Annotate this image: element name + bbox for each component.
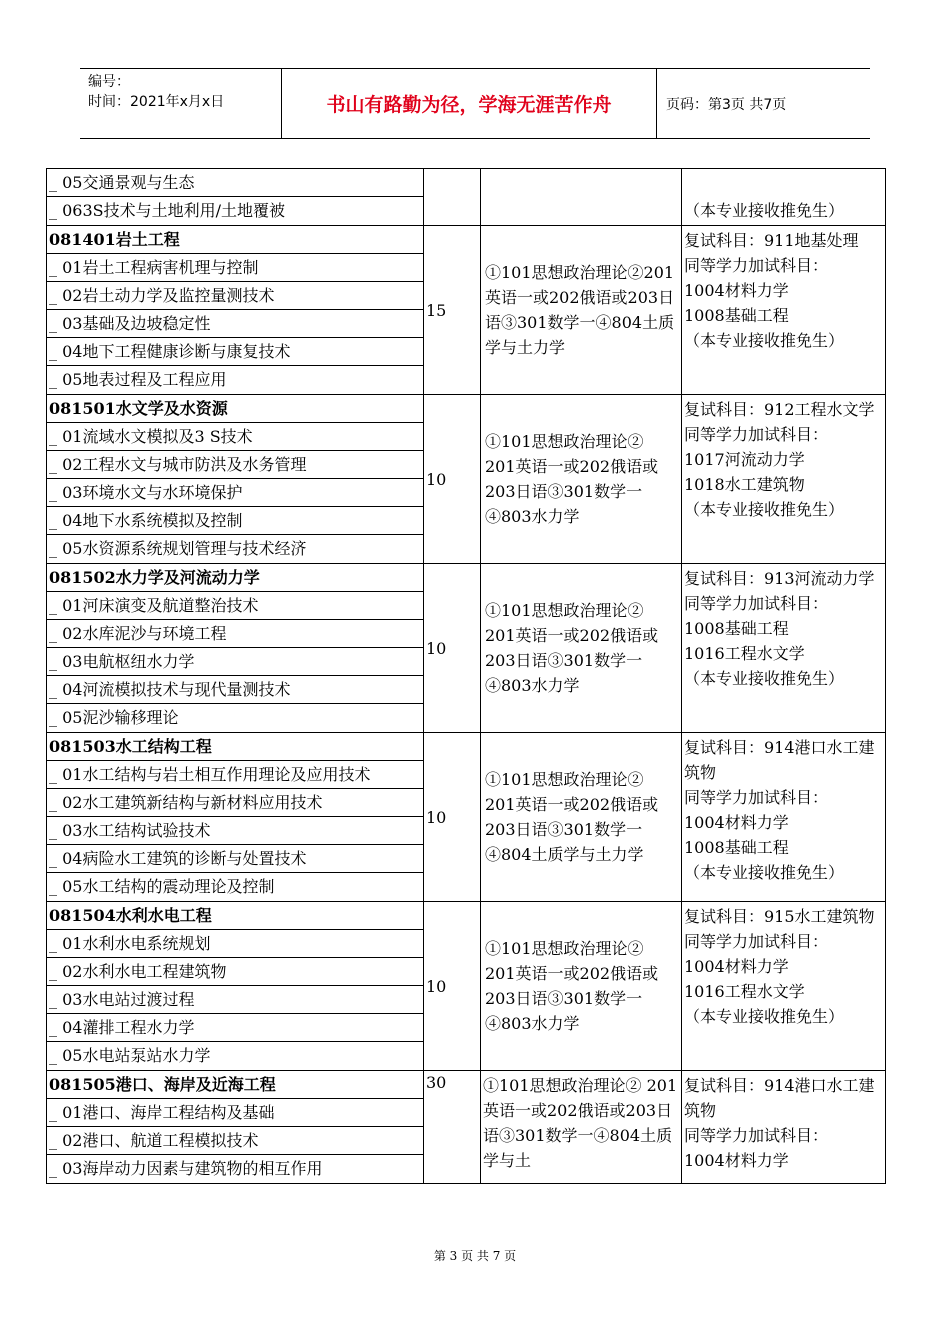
enrollment-count: 10 <box>424 902 481 1071</box>
program-row <box>47 564 886 733</box>
research-direction: _ 04地下工程健康诊断与康复技术 <box>47 338 423 366</box>
program-title: 081504水利水电工程 <box>47 902 423 930</box>
retest-cell <box>682 733 886 902</box>
program-title: 081505港口、海岸及近海工程 <box>47 1071 423 1099</box>
program-table <box>46 168 886 1184</box>
research-direction: _ 02水库泥沙与环境工程 <box>47 620 423 648</box>
research-direction: _ 02工程水文与城市防洪及水务管理 <box>47 451 423 479</box>
exam-subjects <box>483 195 679 199</box>
exam-cell <box>481 1071 682 1184</box>
exam-subjects: ①101思想政治理论② 201英语一或202俄语或203日语③301数学一④803水力学 <box>485 432 659 526</box>
research-direction: _ 03基础及边坡稳定性 <box>47 310 423 338</box>
time-label: 时间：2021年x月x日 <box>88 94 225 110</box>
header-meta <box>80 69 282 138</box>
program-cell <box>47 226 424 395</box>
exam-subjects: ①101思想政治理论②201英语一或202俄语或203日语③301数学一④804土质学与土力学 <box>485 263 675 357</box>
program-row <box>47 1071 886 1184</box>
research-direction: _ 01河床演变及航道整治技术 <box>47 592 423 620</box>
program-cell <box>47 169 424 226</box>
program-row <box>47 226 886 395</box>
research-direction: _ 04病险水工建筑的诊断与处置技术 <box>47 845 423 873</box>
program-cell <box>47 733 424 902</box>
enrollment-count: 15 <box>424 226 481 395</box>
retest-cell <box>682 395 886 564</box>
research-direction: _ 02港口、航道工程模拟技术 <box>47 1127 423 1155</box>
research-direction: _ 03水电站过渡过程 <box>47 986 423 1014</box>
enrollment-count: 10 <box>424 733 481 902</box>
program-row <box>47 169 886 226</box>
research-direction: _ 03水工结构试验技术 <box>47 817 423 845</box>
research-direction: _ 04地下水系统模拟及控制 <box>47 507 423 535</box>
exam-cell <box>481 564 682 733</box>
research-direction: _ 03电航枢纽水力学 <box>47 648 423 676</box>
research-direction: _ 01流域水文模拟及3 S技术 <box>47 423 423 451</box>
research-direction: _ 05地表过程及工程应用 <box>49 370 227 389</box>
research-direction: _ 05水资源系统规划管理与技术经济 <box>49 539 307 558</box>
retest-subjects: 复试科目：915水工建筑物 同等学力加试科目： 1004材料力学 1016工程水文学 （本专业接收推免生） <box>684 907 875 1026</box>
retest-cell <box>682 226 886 395</box>
retest-subjects: 复试科目：914港口水工建筑物 同等学力加试科目： 1004材料力学 <box>684 1076 875 1170</box>
research-direction: _ 02水利水电工程建筑物 <box>47 958 423 986</box>
research-direction: _ 04河流模拟技术与现代量测技术 <box>47 676 423 704</box>
research-direction: _ 04灌排工程水力学 <box>47 1014 423 1042</box>
enrollment-count: 10 <box>424 395 481 564</box>
exam-cell <box>481 169 682 226</box>
program-row <box>47 395 886 564</box>
research-direction: _ 05水工结构的震动理论及控制 <box>49 877 275 896</box>
research-direction: _ 02岩土动力学及监控量测技术 <box>47 282 423 310</box>
research-direction: _ 01港口、海岸工程结构及基础 <box>47 1099 423 1127</box>
program-cell <box>47 1071 424 1184</box>
retest-subjects: 复试科目：914港口水工建筑物 同等学力加试科目： 1004材料力学 1008基础工程 （本专业接收推免生） <box>684 738 875 882</box>
code-label: 编号： <box>88 74 130 90</box>
exam-subjects: ①101思想政治理论② 201英语一或202俄语或203日语③301数学一④804土质学与土 <box>483 1076 678 1170</box>
header-page-label: 页码：第3页 共7页 <box>666 96 787 113</box>
research-direction: _ 05水电站泵站水力学 <box>49 1046 211 1065</box>
enrollment-count: 10 <box>424 564 481 733</box>
program-title: 081501水文学及水资源 <box>47 395 423 423</box>
research-direction: _ 063S技术与土地利用/土地覆被 <box>49 201 285 220</box>
page-footer: 第 3 页 共 7 页 <box>433 1249 517 1263</box>
retest-subjects: 复试科目：913河流动力学 同等学力加试科目： 1008基础工程 1016工程水文学 （本专业接收推免生） <box>684 569 875 688</box>
research-direction: _ 02水工建筑新结构与新材料应用技术 <box>47 789 423 817</box>
program-title: 081401岩土工程 <box>47 226 423 254</box>
program-title: 081503水工结构工程 <box>47 733 423 761</box>
program-cell <box>47 395 424 564</box>
retest-cell <box>682 564 886 733</box>
research-direction: _ 05泥沙输移理论 <box>49 708 179 727</box>
research-direction: _ 01水工结构与岩土相互作用理论及应用技术 <box>47 761 423 789</box>
research-direction: _ 01水利水电系统规划 <box>47 930 423 958</box>
program-row <box>47 733 886 902</box>
exam-cell <box>481 226 682 395</box>
page-header <box>80 68 870 139</box>
retest-cell <box>682 902 886 1071</box>
research-direction: _ 03海岸动力因素与建筑物的相互作用 <box>49 1159 323 1178</box>
research-direction: _ 05交通景观与生态 <box>47 169 423 197</box>
header-motto: 书山有路勤为径，学海无涯苦作舟 <box>282 69 657 138</box>
exam-cell <box>481 733 682 902</box>
program-title: 081502水力学及河流动力学 <box>47 564 423 592</box>
research-direction: _ 01岩土工程病害机理与控制 <box>47 254 423 282</box>
research-direction: _ 03环境水文与水环境保护 <box>47 479 423 507</box>
exam-subjects: ①101思想政治理论② 201英语一或202俄语或203日语③301数学一④803水力学 <box>485 601 659 695</box>
retest-subjects: （本专业接收推免生） <box>684 201 845 220</box>
program-cell <box>47 564 424 733</box>
enrollment-count <box>424 169 481 226</box>
retest-cell <box>682 169 886 226</box>
retest-cell <box>682 1071 886 1184</box>
retest-subjects: 复试科目：912工程水文学 同等学力加试科目： 1017河流动力学 1018水工建筑物 （本专业接收推免生） <box>684 400 875 519</box>
exam-cell <box>481 902 682 1071</box>
program-cell <box>47 902 424 1071</box>
retest-subjects: 复试科目：911地基处理 同等学力加试科目： 1004材料力学 1008基础工程 （本专业接收推免生） <box>684 231 859 350</box>
program-row <box>47 902 886 1071</box>
exam-subjects: ①101思想政治理论② 201英语一或202俄语或203日语③301数学一④803水力学 <box>485 939 659 1033</box>
exam-subjects: ①101思想政治理论② 201英语一或202俄语或203日语③301数学一④804土质学与土力学 <box>485 770 659 864</box>
exam-cell <box>481 395 682 564</box>
enrollment-count: 30 <box>424 1071 481 1184</box>
